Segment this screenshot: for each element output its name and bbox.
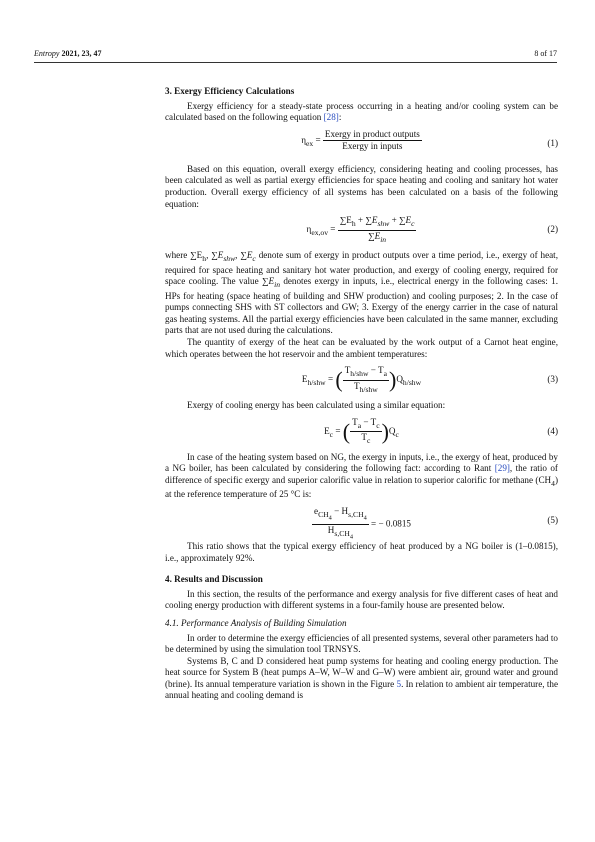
paragraph: Exergy of cooling energy has been calculated using a similar equation: — [187, 400, 446, 411]
header-rule — [34, 62, 557, 63]
paragraph: Systems B, C and D considered heat pump systems for heating and cooling energy production. The heat source for System B (heat pumps A–W, W–W and G–W) were ambient air, ground water and ground (brine). Its annual temperature variation is shown in the Figure 5. In relation to ambient air temperature, the annual heating and cooling demand is — [165, 655, 558, 701]
journal-citation: Entropy 2021, 23, 47 — [34, 49, 102, 58]
equation-number: (4) — [547, 425, 558, 436]
equation-1: $\eta_{ex}$ = $\frac{\text{Exergy in product outputs}}{\text{Exergy in inputs}}$ (1) — [301, 128, 558, 152]
citation-link[interactable]: [29] — [494, 463, 510, 474]
paragraph: Exergy efficiency for a steady-state process occurring in a heating and/or cooling system can be calculated based on the following equation [28]: — [165, 100, 558, 123]
equation-2: $\eta_{ex,ov}$ = $\frac{\sum E_h + \sum E_{shw} + \sum E_c}{\sum E_{in}}$ (2) — [306, 215, 558, 244]
paragraph: In order to determine the exergy efficiencies of all presented systems, several other parameters had to be determined by using the simulation tool TRNSYS. — [165, 632, 558, 655]
section-3-title: 3. Exergy Efficiency Calculations — [165, 86, 295, 96]
equation-number: (2) — [547, 224, 558, 235]
paragraph: This ratio shows that the typical exergy efficiency of heat produced by a NG boiler is (1–0.0815), i.e., approximately 92%. — [165, 540, 558, 563]
paragraph: Based on this equation, overall exergy efficiency, considering heating and cooling processes, has been calculated as well as partial exergy efficiencies for space heating and cooling and sanitary hot water production. Overall exergy efficiency of all systems has been calculated on a basis of the following equation: — [165, 163, 558, 209]
page-number: 8 of 17 — [534, 49, 557, 58]
equation-4: $E_c$ = ( $\frac{T_a - T_c}{T_c}$ )$Q_c$ (4) — [324, 416, 558, 445]
page-header — [34, 49, 557, 63]
section-4-title: 4. Results and Discussion — [165, 574, 263, 585]
citation-link[interactable]: [28] — [323, 112, 339, 123]
paragraph: The quantity of exergy of the heat can be evaluated by the work output of a Carnot heat engine, which operates between the hot reservoir and the ambient temperatures: — [165, 336, 558, 359]
paragraph: where $\sum E_h$, $\sum E_{shw}$, $\sum E_c$ denote sum of exergy in product outputs over a time period, i.e., exergy of heat, required for space heating and sanitary hot water production, and exergy of cooling energy, required for space cooling. The value $\sum E_{in}$ denotes exergy in inputs, i.e., electrical energy in the following cases: 1. HPs for heating (space heating of building and SHW production) and cooling purposes; 2. In the case of pumps connecting SHS with ST collectors and GW; 3. Exergy of the energy carrier in the case of natural gas heating systems. All the partial exergy efficiencies have been calculated in the same manner, excluding parts that are not used during the calculations. — [165, 250, 558, 336]
figure-link[interactable]: 5 — [396, 678, 402, 689]
equation-number: (1) — [547, 137, 558, 148]
equation-number: (3) — [547, 374, 558, 385]
subsection-4-1-title: 4.1. Performance Analysis of Building Simulation — [165, 617, 347, 628]
paragraph: In this section, the results of the performance and exergy analysis for five different cases of heat and cooling energy production with different systems in a four-family house are presented below. — [165, 588, 558, 611]
paragraph: In case of the heating system based on NG, the exergy in inputs, i.e., the exergy of heat, produced by a NG boiler, has been calculated by considering the following fact: according to Rant [29], the ratio of difference of specific exergy and superior calorific value in relation to superior calorific for methane $(CH_4)$ at the reference temperature of 25 °C is: — [165, 451, 558, 500]
equation-5: $\frac{e_{CH_4} - H_{s,CH_4}}{H_{s,CH_4}}$ = − 0.0815 (5) — [314, 505, 558, 541]
equation-number: (5) — [547, 514, 558, 525]
equation-3: $E_{h/shw}$ = ( $\frac{T_{h/shw} - T_a}{T_{h/shw}}$ )$Q_{h/shw}$ (3) — [301, 365, 558, 394]
article-body — [165, 86, 558, 702]
